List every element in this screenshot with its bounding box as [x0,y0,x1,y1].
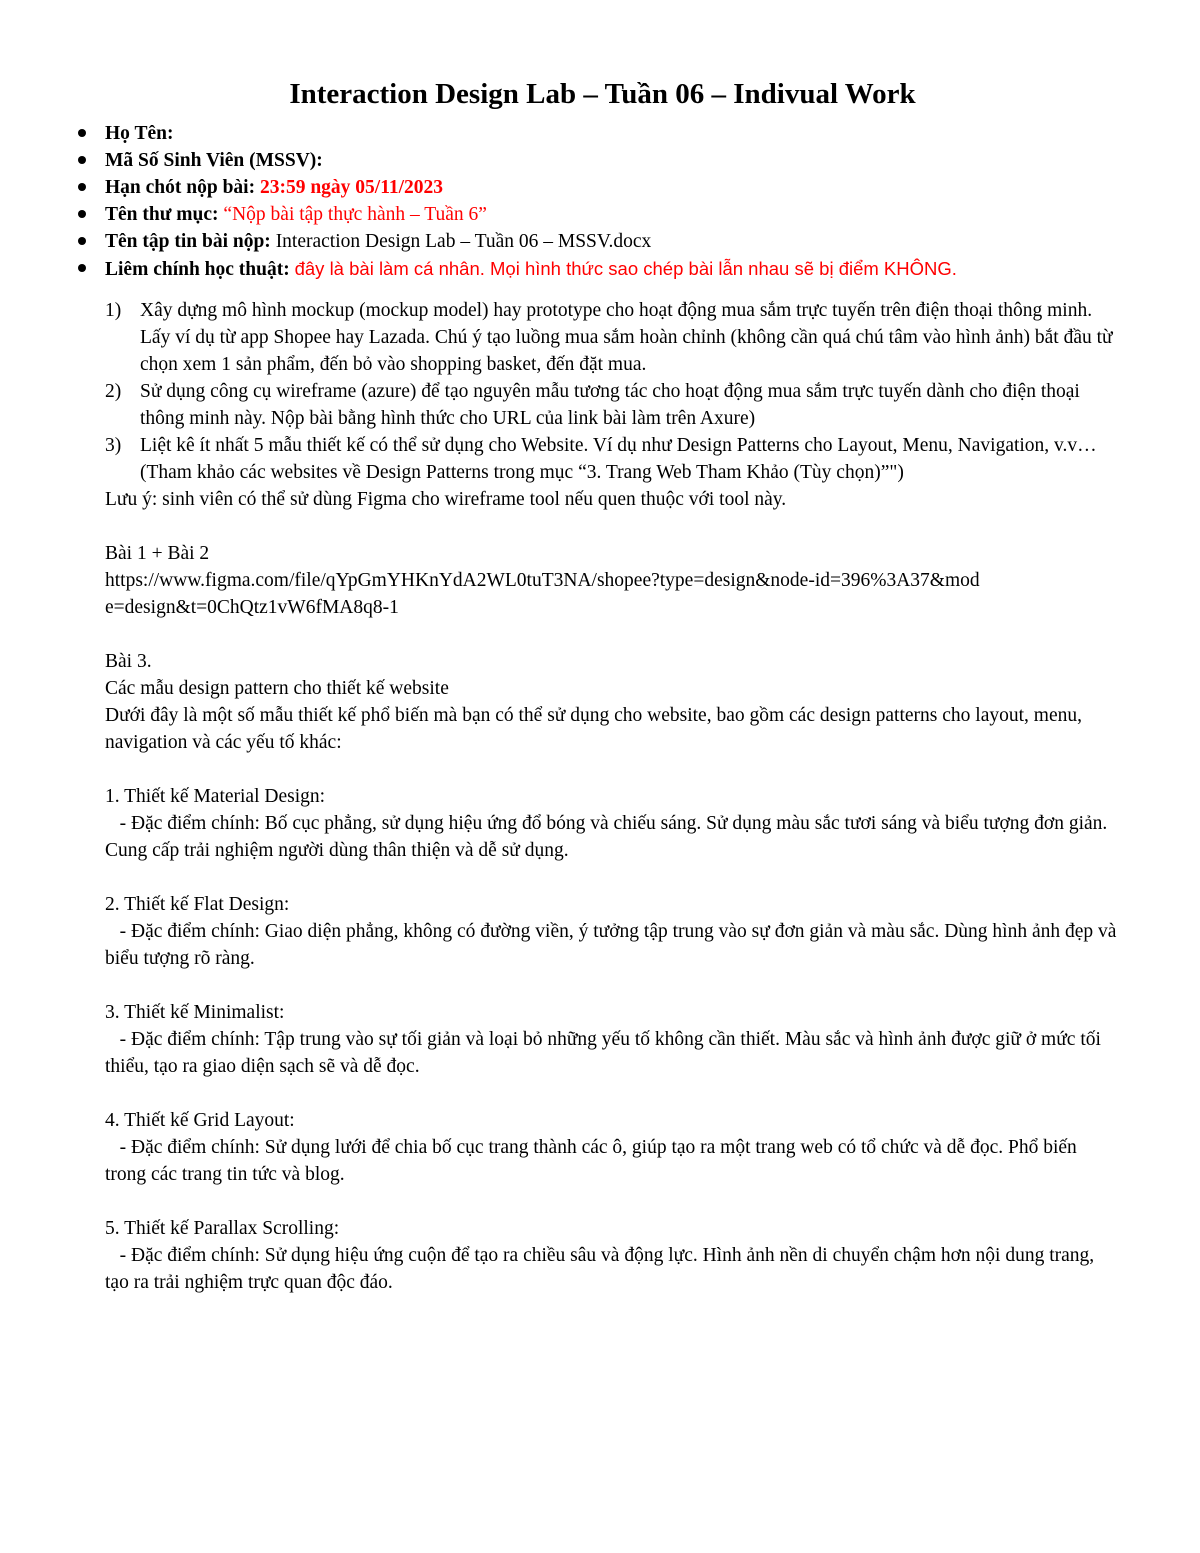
name-label: Họ Tên: [105,123,174,144]
answer-1-2-heading: Bài 1 + Bài 2 [105,543,210,564]
integrity-value: đây là bài làm cá nhân. Mọi hình thức sao chép bài lẫn nhau sẽ bị điểm KHÔNG. [294,258,957,279]
figma-link[interactable]: https://www.figma.com/file/qYpGmYHKnYdA2WL0tuT3NA/shopee?type=design&node-id=396%3A37&mode=design&t=0ChQtz1vW6fMA8q8-1 [105,570,980,618]
info-item-mssv [105,147,1120,174]
pattern-item [105,891,1120,972]
info-item-file [105,228,1120,255]
info-item-deadline [105,174,1120,201]
task-item [105,297,1120,378]
answer-3-subheading: Các mẫu design pattern cho thiết kế website [105,678,449,699]
task-text: Liệt kê ít nhất 5 mẫu thiết kế có thể sử dụng cho Website. Ví dụ như Design Patterns cho Layout, Menu, Navigation, v.v… (Tham khảo các websites về Design Patterns trong mục “3. Trang Web Tham Khảo (Tùy chọn)”") [140,435,1097,483]
answer-3-heading: Bài 3. [105,651,152,672]
deadline-label: Hạn chót nộp bài: [105,177,256,198]
task-text: Sử dụng công cụ wireframe (azure) để tạo nguyên mẫu tương tác cho hoạt động mua sắm trực tuyến dành cho điện thoại thông minh này. Nộp bài bằng hình thức cho URL của link bài làm trên Axure) [140,381,1080,429]
info-item-folder [105,201,1120,228]
integrity-label: Liêm chính học thuật: [105,259,290,280]
pattern-title: 5. Thiết kế Parallax Scrolling: [105,1218,340,1239]
pattern-title: 3. Thiết kế Minimalist: [105,1002,285,1023]
folder-value: “Nộp bài tập thực hành – Tuần 6” [223,204,487,225]
answer-1-2 [105,540,1120,621]
pattern-desc: - Đặc điểm chính: Bố cục phẳng, sử dụng hiệu ứng đổ bóng và chiếu sáng. Sử dụng màu sắc tươi sáng và biểu tượng đơn giản. Cung cấp trải nghiệm người dùng thân thiện và dễ sử dụng. [105,813,1113,861]
file-label: Tên tập tin bài nộp: [105,231,271,252]
answer-3-intro: Dưới đây là một số mẫu thiết kế phổ biến mà bạn có thể sử dụng cho website, bao gồm các design patterns cho layout, menu, navigation và các yếu tố khác: [105,705,1082,753]
answer-3 [105,648,1120,1296]
bullet-icon [78,264,86,272]
pattern-title: 1. Thiết kế Material Design: [105,786,326,807]
task-number: 2) [105,381,122,402]
task-number: 3) [105,435,122,456]
task-item [105,432,1120,486]
mssv-label: Mã Số Sinh Viên (MSSV): [105,150,323,171]
bullet-icon [78,129,86,137]
pattern-item [105,1215,1120,1296]
bullet-icon [78,183,86,191]
info-list [105,120,1120,283]
pattern-title: 4. Thiết kế Grid Layout: [105,1110,295,1131]
pattern-item [105,1107,1120,1188]
pattern-item [105,999,1120,1080]
pattern-title: 2. Thiết kế Flat Design: [105,894,290,915]
info-item-name [105,120,1120,147]
bullet-icon [78,210,86,218]
task-text: Xây dựng mô hình mockup (mockup model) hay prototype cho hoạt động mua sắm trực tuyến trên điện thoại thông minh. Lấy ví dụ từ app Shopee hay Lazada. Chú ý tạo luồng mua sắm hoàn chỉnh (không cần quá chú tâm vào hình ảnh) bắt đầu từ chọn xem 1 sản phẩm, đến bỏ vào shopping basket, đến đặt mua. [140,300,1113,375]
pattern-desc: - Đặc điểm chính: Tập trung vào sự tối giản và loại bỏ những yếu tố không cần thiết. Màu sắc và hình ảnh được giữ ở mức tối thiểu, tạo ra giao diện sạch sẽ và dễ đọc. [105,1029,1106,1077]
document-title: Interaction Design Lab – Tuần 06 – Indivual Work [289,78,916,110]
pattern-desc: - Đặc điểm chính: Sử dụng hiệu ứng cuộn để tạo ra chiều sâu và động lực. Hình ảnh nền di chuyển chậm hơn nội dung trang, tạo ra trải nghiệm trực quan độc đáo. [105,1245,1100,1293]
task-number: 1) [105,300,122,321]
bullet-icon [78,237,86,245]
info-item-integrity [105,255,1120,283]
note-text: Lưu ý: sinh viên có thể sử dùng Figma cho wireframe tool nếu quen thuộc với tool này. [105,489,787,510]
task-list [105,297,1120,486]
pattern-item [105,783,1120,864]
pattern-desc: - Đặc điểm chính: Giao diện phẳng, không có đường viền, ý tưởng tập trung vào sự đơn giản và màu sắc. Dùng hình ảnh đẹp và biểu tượng rõ ràng. [105,921,1122,969]
folder-label: Tên thư mục: [105,204,219,225]
bullet-icon [78,156,86,164]
pattern-desc: - Đặc điểm chính: Sử dụng lưới để chia bố cục trang thành các ô, giúp tạo ra một trang web có tổ chức và dễ đọc. Phổ biến trong các trang tin tức và blog. [105,1137,1082,1185]
deadline-value: 23:59 ngày 05/11/2023 [259,177,444,198]
file-value: Interaction Design Lab – Tuần 06 – MSSV.docx [275,231,652,252]
task-item [105,378,1120,432]
